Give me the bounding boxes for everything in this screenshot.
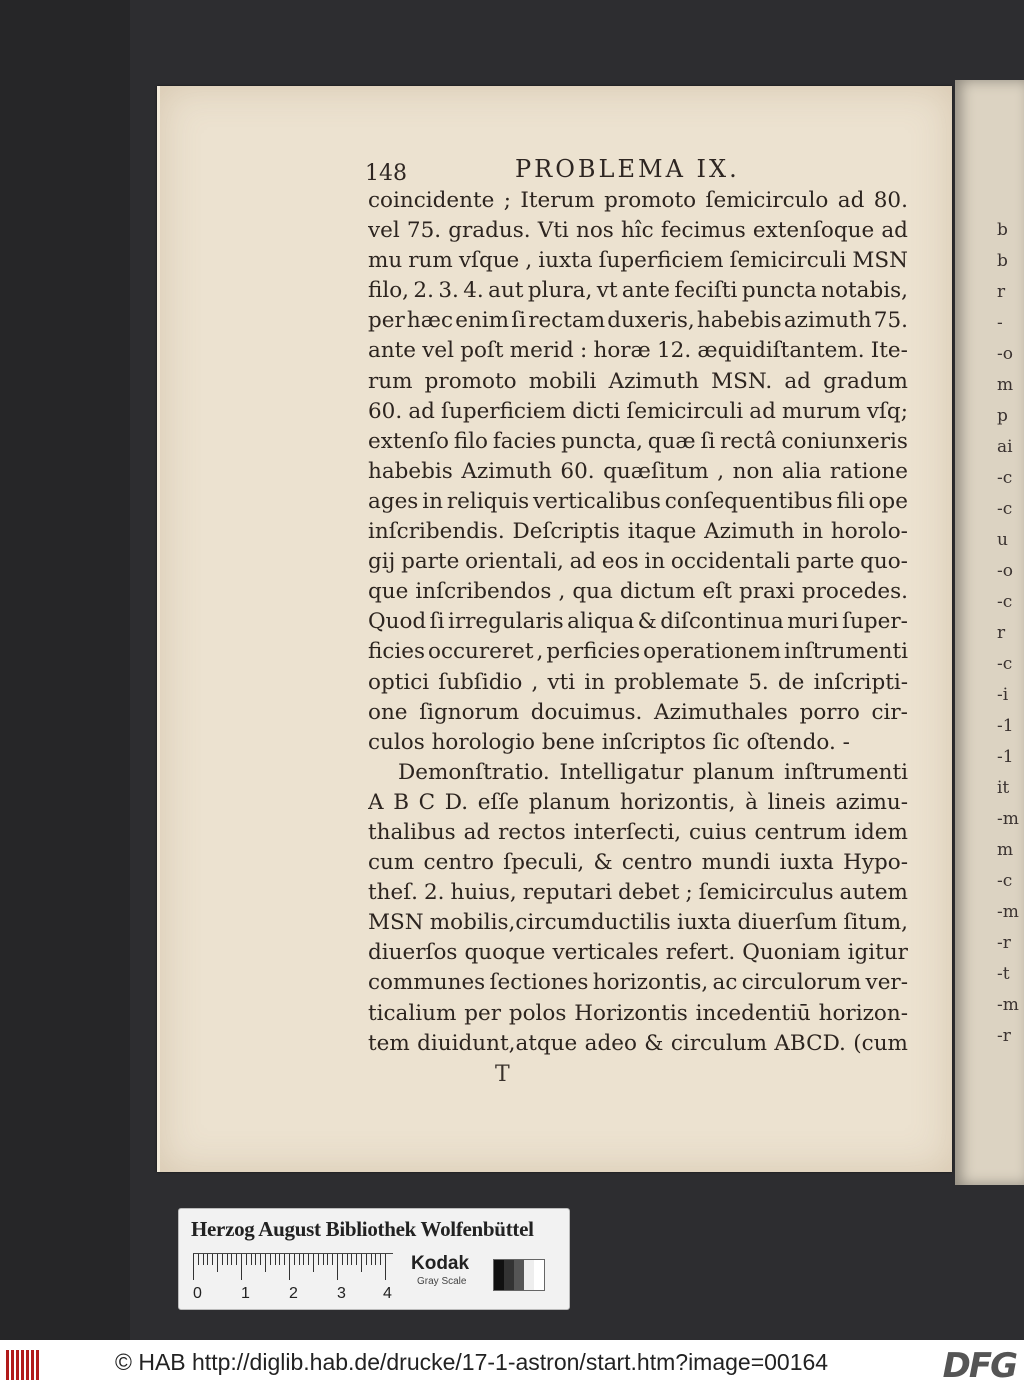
scanner-left-strip [0, 0, 130, 1340]
ruler-tick [207, 1254, 208, 1265]
ruler-tick [212, 1254, 213, 1265]
facing-page-fragment: -m [997, 995, 1019, 1015]
library-label-card [178, 1208, 570, 1310]
facing-page-fragment: -c [997, 499, 1013, 519]
facing-page-fragment: u [997, 530, 1008, 550]
ruler-tick [275, 1254, 276, 1265]
hab-logo-icon [6, 1350, 48, 1380]
facing-page-fragment: r [997, 623, 1006, 643]
text-line: ante vel poſt merid : horæ 12. æquidiſtantem. Ite- [368, 338, 908, 364]
ruler-tick [303, 1254, 304, 1265]
facing-page-fragment: -c [997, 592, 1013, 612]
text-line: optici ſubſidio , vti in problemate 5. de inſcripti- [368, 669, 908, 695]
page-text [368, 186, 908, 1059]
text-line: culos horologio bene inſcriptos ſic oſtendo. - [368, 729, 850, 755]
facing-page-fragment: -c [997, 654, 1013, 674]
text-line: ages in reliquis verticalibus conſequentibus fili ope [368, 488, 908, 514]
text-line: per hæc enim ſi rectam duxeris, habebis azimuth 75. [368, 308, 908, 334]
ruler-tick [385, 1254, 386, 1280]
text-line: theſ. 2. huius, reputari debet ; ſemicirculus autem [368, 880, 908, 906]
text-line: extenſo filo facies puncta, quæ ſi rectâ coniunxeris [368, 428, 908, 454]
facing-page-fragment: -o [997, 561, 1013, 581]
ruler-number: 0 [193, 1285, 202, 1302]
text-line: Demonſtratio. Intelligatur planum inſtrumenti [398, 759, 908, 785]
text-line: habebis Azimuth 60. quæſitum , non alia ratione [368, 458, 908, 484]
ruler-tick [203, 1254, 204, 1265]
ruler-tick [308, 1254, 309, 1265]
ruler-tick [251, 1254, 252, 1265]
facing-page-fragment: -m [997, 902, 1019, 922]
text-line: coincidente ; Iterum promoto ſemicirculo ad 80. [368, 188, 908, 213]
ruler-tick [231, 1254, 232, 1265]
ruler-tick [332, 1254, 333, 1265]
text-line: Quod ſi irregularis aliqua & diſcontinua muri ſuper- [368, 609, 908, 635]
catchword: T [495, 1062, 510, 1087]
ruler-tick [327, 1254, 328, 1265]
ruler-number: 4 [383, 1285, 392, 1302]
ruler-tick [313, 1254, 314, 1272]
ruler-tick [265, 1254, 266, 1272]
text-line: 60. ad ſuperficiem dicti ſemicirculi ad murum vſq; [368, 398, 908, 424]
facing-page-fragment: -r [997, 933, 1011, 953]
ruler-tick [193, 1254, 194, 1280]
scale-ruler [193, 1253, 393, 1282]
ruler-tick [227, 1254, 228, 1265]
facing-page-fragment: -1 [997, 747, 1014, 767]
facing-page-fragment: m [997, 375, 1014, 395]
running-head: PROBLEMA IX. [515, 155, 740, 183]
facing-page-fragment: -o [997, 344, 1013, 364]
gray-scale-patches [493, 1259, 545, 1291]
facing-page-fragment: m [997, 840, 1014, 860]
ruler-number: 3 [337, 1285, 346, 1302]
ruler-tick [342, 1254, 343, 1265]
text-line: inſcribendis. Deſcriptis itaque Azimuth in horolo- [368, 519, 908, 545]
ruler-number: 1 [241, 1285, 250, 1302]
ruler-tick [351, 1254, 352, 1265]
text-line: filo, 2. 3. 4. aut plura, vt ante feciſti puncta notabis, [368, 278, 908, 304]
ruler-tick [347, 1254, 348, 1265]
ruler-tick [380, 1254, 381, 1265]
text-line: thalibus ad rectos interſecti, cuius centrum idem [368, 819, 908, 845]
ruler-tick [198, 1254, 199, 1265]
text-line: communes ſectiones horizontis, ac circulorum ver- [368, 970, 908, 996]
facing-page-fragment: -t [997, 964, 1010, 984]
text-line: vel 75. gradus. Vti nos hîc fecimus extenſoque ad [368, 218, 908, 244]
facing-page-text-fragments [955, 80, 1024, 1185]
text-line: rum promoto mobili Azimuth MSN. ad gradum [368, 368, 908, 394]
text-line: A B C D. eſſe planum horizontis, à lineis azimu- [368, 789, 908, 815]
ruler-tick [236, 1254, 237, 1265]
ruler-tick [299, 1254, 300, 1265]
ruler-tick [255, 1254, 256, 1265]
facing-page-edge [955, 80, 1024, 1185]
ruler-tick [289, 1254, 290, 1280]
facing-page-fragment: b [997, 251, 1008, 271]
facing-page-fragment: -c [997, 871, 1013, 891]
library-name: Herzog August Bibliothek Wolfenbüttel [191, 1217, 534, 1241]
kodak-brand: Kodak [411, 1253, 470, 1274]
ruler-tick [294, 1254, 295, 1265]
ruler-tick [222, 1254, 223, 1265]
ruler-tick [337, 1254, 338, 1280]
ruler-tick [356, 1254, 357, 1265]
text-line: gij parte orientali, ad eos in occidentali parte quo- [368, 549, 908, 575]
facing-page-fragment: r [997, 282, 1006, 302]
facing-page-fragment: -r [997, 1026, 1011, 1046]
text-line: one ſignorum docuimus. Azimuthales porro cir- [368, 699, 908, 725]
ruler-tick [371, 1254, 372, 1265]
facing-page-fragment: it [997, 778, 1010, 798]
ruler-tick [241, 1254, 242, 1280]
text-line: ticalium per polos Horizontis incedentiū horizon- [368, 1000, 908, 1026]
ruler-tick [246, 1254, 247, 1265]
facing-page-fragment: -m [997, 809, 1019, 829]
text-line: tem diuidunt,atque adeo & circulum ABCD. (cum [368, 1030, 908, 1056]
ruler-tick [270, 1254, 271, 1265]
text-line: que inſcribendos , qua dictum eſt praxi procedes. [368, 579, 908, 605]
ruler-tick [279, 1254, 280, 1265]
facing-page-fragment: p [997, 406, 1008, 426]
text-line: mu rum vſque , iuxta ſuperficiem ſemicirculi MSN [368, 248, 908, 274]
footer-bar [0, 1340, 1024, 1389]
facing-page-fragment: -i [997, 685, 1009, 705]
ruler-number: 2 [289, 1285, 298, 1302]
ruler-tick [366, 1254, 367, 1265]
facing-page-fragment: b [997, 220, 1008, 240]
ruler-tick [361, 1254, 362, 1272]
ruler-tick [318, 1254, 319, 1265]
text-line: MSN mobilis,circumductilis iuxta diuerſum ſitum, [368, 910, 908, 936]
gray-scale-label: Gray Scale [417, 1276, 467, 1287]
page-number: 148 [365, 161, 407, 186]
text-line: ficies occureret , perficies operationem inſtrumenti [368, 639, 908, 665]
ruler-tick [217, 1254, 218, 1272]
facing-page-fragment: -1 [997, 716, 1014, 736]
copyright-url[interactable]: © HAB http://diglib.hab.de/drucke/17-1-astron/start.htm?image=00164 [115, 1349, 829, 1375]
text-line: cum centro ſpeculi, & centro mundi iuxta Hypo- [368, 850, 908, 876]
facing-page-fragment: - [997, 313, 1003, 333]
dfg-logo: DFG [942, 1346, 1016, 1386]
ruler-tick [375, 1254, 376, 1265]
text-line: diuerſos quoque verticales refert. Quoniam igitur [368, 940, 908, 966]
ruler-tick [323, 1254, 324, 1265]
ruler-tick [284, 1254, 285, 1265]
ruler-tick [260, 1254, 261, 1265]
facing-page-fragment: -c [997, 468, 1013, 488]
facing-page-fragment: ai [997, 437, 1013, 457]
